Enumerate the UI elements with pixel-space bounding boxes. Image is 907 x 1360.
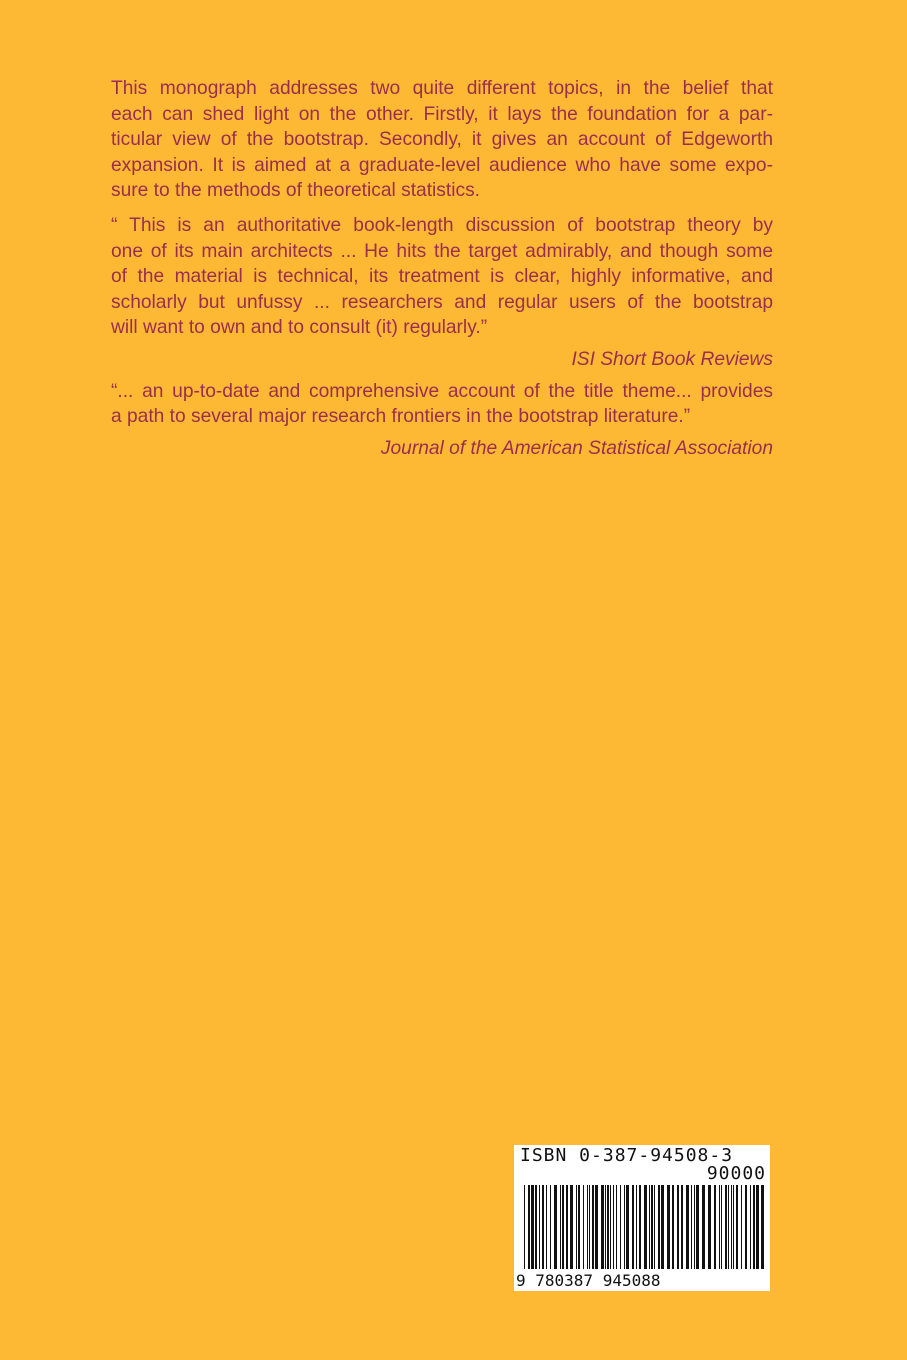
description-line: each can shed light on the other. Firstly, it lays the foundation for a par- <box>111 103 773 125</box>
description-line: expansion. It is aimed at a graduate-level audience who have some expo- <box>111 154 773 176</box>
description-line: ticular view of the bootstrap. Secondly, it gives an account of Edgeworth <box>111 129 773 151</box>
review-source-2: Journal of the American Statistical Association <box>380 437 773 459</box>
isbn-label: ISBN 0-387-94508-3 <box>520 1145 734 1166</box>
review-quote-1 <box>111 213 773 341</box>
ean-number: 9 780387 945088 <box>516 1271 661 1290</box>
review-line: scholarly but unfussy ... researchers and regular users of the bootstrap <box>111 291 773 313</box>
review-line: a path to several major research frontiers in the bootstrap literature.” <box>111 406 691 428</box>
review-line: “ This is an authoritative book-length discussion of bootstrap theory by <box>111 214 773 236</box>
description-line: This monograph addresses two quite different topics, in the belief that <box>111 78 773 99</box>
text-block <box>111 76 773 467</box>
book-description <box>111 76 773 204</box>
isbn-barcode <box>514 1145 770 1291</box>
review-line: one of its main architects ... He hits the target admirably, and though some <box>111 240 773 262</box>
price-code: 90000 <box>706 1163 766 1184</box>
description-line: sure to the methods of theoretical statistics. <box>111 180 481 202</box>
review-line: will want to own and to consult (it) regularly.” <box>111 317 488 339</box>
review-line: of the material is technical, its treatment is clear, highly informative, and <box>111 266 773 288</box>
review-line: “... an up-to-date and comprehensive account of the title theme... provides <box>111 380 773 402</box>
review-quote-2 <box>111 379 773 430</box>
review-source-1: ISI Short Book Reviews <box>571 348 773 370</box>
barcode-bars-icon <box>514 1185 770 1269</box>
